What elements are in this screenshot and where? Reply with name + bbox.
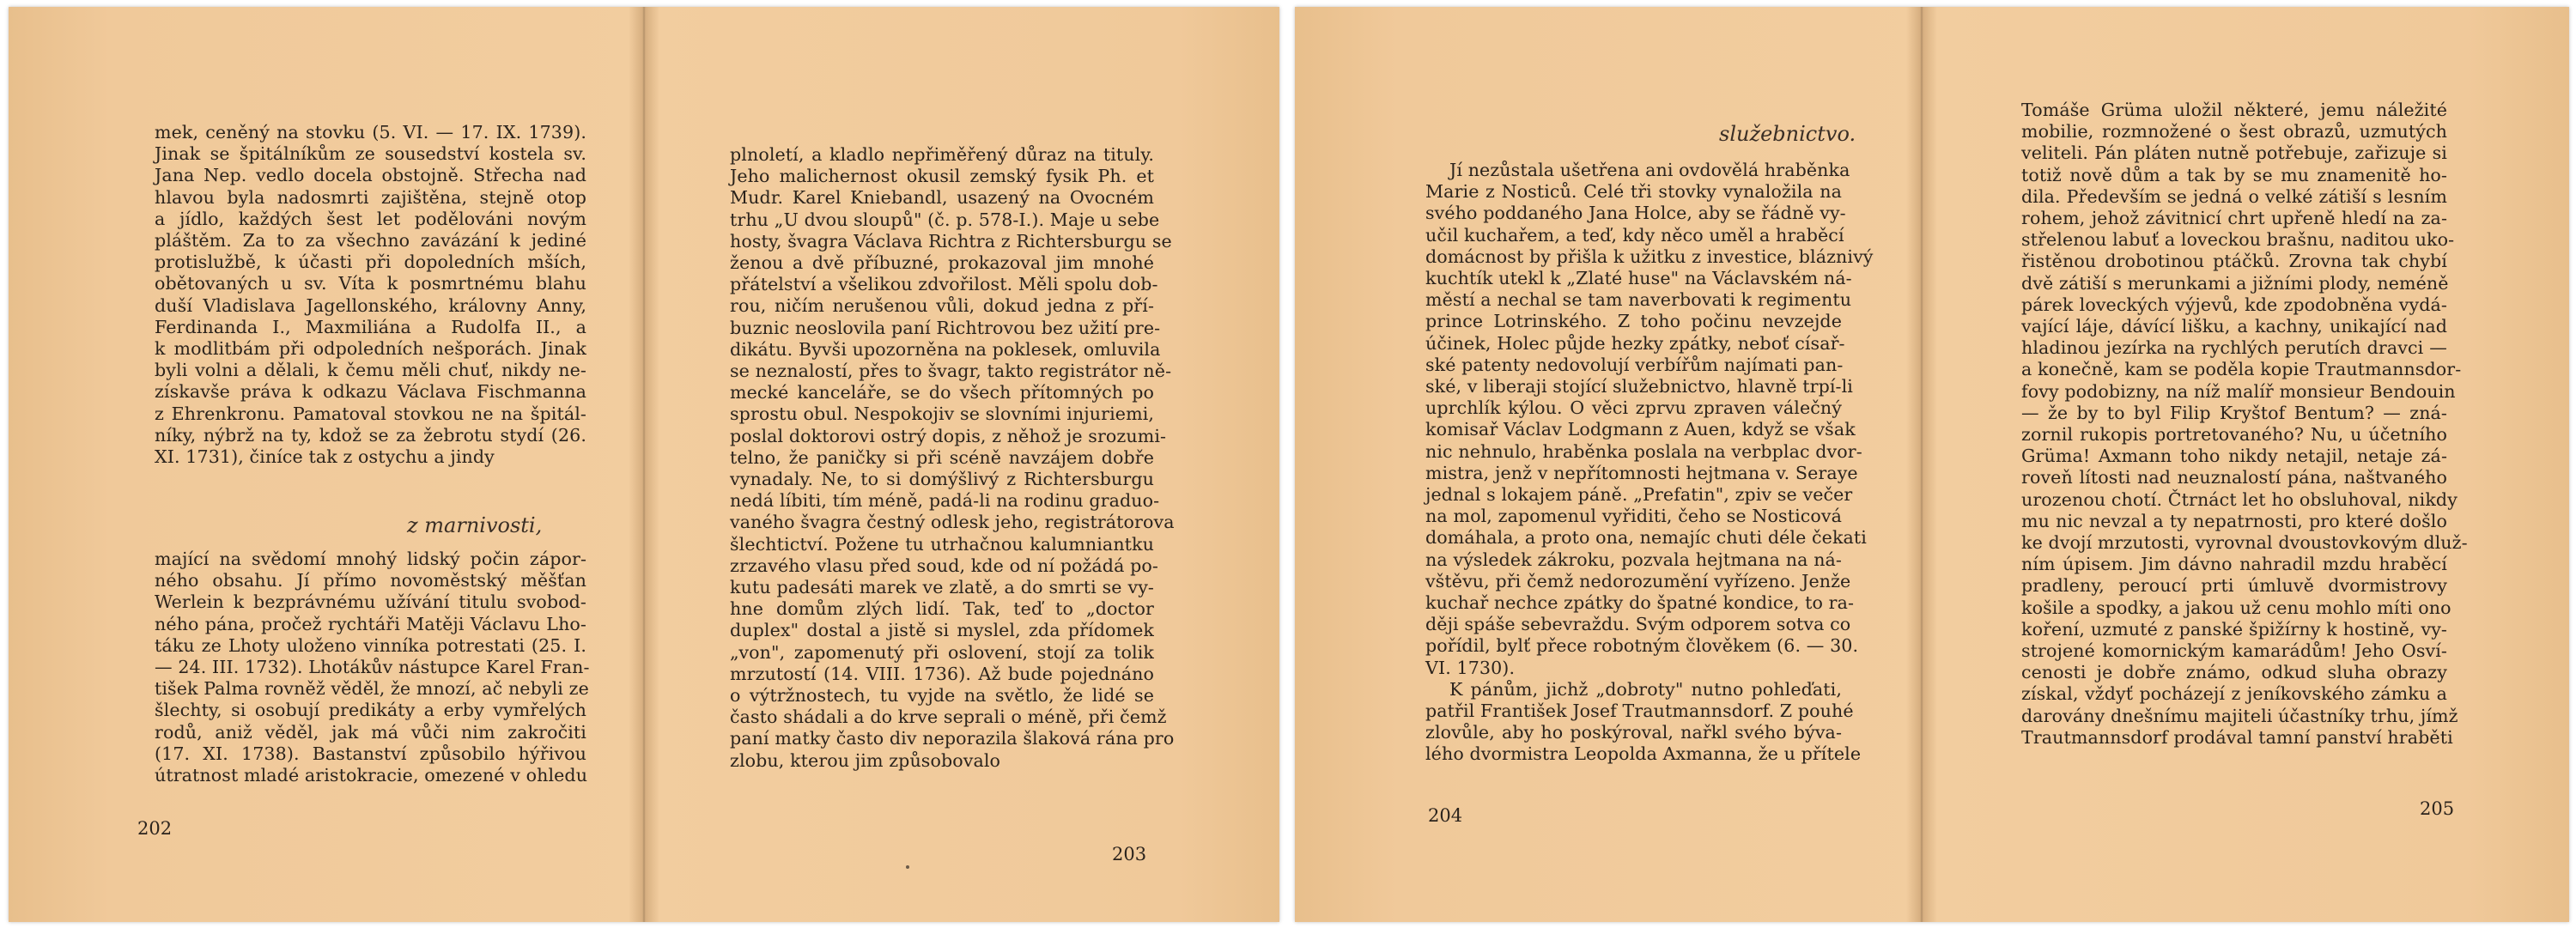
- text-line: plnoletí, a kladlo nepřiměřený důraz na tituly.: [730, 144, 1154, 165]
- text-line: urozenou chotí. Čtrnáct let ho obsluhoval, nikdy: [2021, 488, 2458, 510]
- text-line: — že by to byl Filip Kryštof Bentum? — zná-: [2021, 402, 2447, 423]
- text-line: Mudr. Karel Kniebandl, usazený na Ovocném: [730, 187, 1154, 209]
- text-line: pradleny, peroucí prti úmluvě dvormistrovy: [2021, 575, 2447, 597]
- text-line: pláštěm. Za to za všechno zavázání k jediné: [155, 230, 586, 252]
- text-line: dikátu. Byvši upozorněna na poklesek, omluvila: [730, 338, 1161, 360]
- text-line: fovy podobizny, na níž malíř monsieur Bendouin: [2021, 380, 2456, 402]
- text-line: kutu padesáti marek ve zlatě, a do smrti se vy-: [730, 577, 1154, 598]
- text-line: řistěnou drobotinou ptáčků. Zrovna tak chybí: [2021, 251, 2447, 272]
- text-line: pořídil, bylť přece robotným člověkem (6. — 30.: [1425, 635, 1859, 657]
- text-line: ské, v liberaji stojící služebnictvo, hlavně trpí-li: [1425, 376, 1853, 397]
- text-line: hladinou jezírka na rychlých perutích dravci —: [2021, 337, 2447, 359]
- page-205: [1922, 7, 2569, 922]
- text-line: o výtržnostech, tu vyjde na světlo, že lidé se: [730, 685, 1154, 707]
- text-line: Jí nezůstala ušetřena ani ovdovělá hraběnka: [1449, 160, 1850, 180]
- page-number: 202: [137, 818, 173, 839]
- text-line: veliteli. Pán pláten nutně potřebuje, zařizuje si: [2021, 143, 2447, 164]
- text-line: mu nic nevzal a ty nepatrnosti, pro které došlo: [2021, 510, 2447, 531]
- text-line: útratnost mladé aristokracie, omezené v ohledu: [155, 765, 588, 786]
- page-202-text-bottom: [155, 549, 590, 786]
- text-line: párek loveckých výjevů, kde zpodobněna vydá-: [2021, 294, 2447, 315]
- book-spread-right: [1295, 7, 2569, 922]
- text-line: hne domům zlých lidí. Tak, teď to „doctor: [730, 598, 1154, 620]
- text-line: zornil rukopis portretovaného? Nu, u účetního: [2021, 424, 2447, 446]
- page-number: 203: [1112, 844, 1147, 864]
- text-line: se neznalostí, přes to švagr, takto registrátor ně-: [730, 361, 1172, 382]
- page-number: 205: [2420, 798, 2455, 819]
- section-heading-marnivosti: z marnivosti,: [407, 513, 543, 537]
- text-line: ději spáše sebevraždu. Svým odporem sotva co: [1425, 614, 1851, 635]
- text-line: hlavou byla nadosmrti zajištěna, stejně otop: [155, 186, 586, 208]
- text-line: šlechtictví. Požene tu utrhačnou kalumniantku: [730, 533, 1154, 555]
- text-line: Jana Nep. vedlo docela obstojně. Střecha nad: [155, 165, 586, 186]
- text-line: obětovaných u sv. Víta k posmrtnému blahu: [155, 273, 586, 294]
- text-line: ného obsahu. Jí přímo novoměstský měšťan: [155, 570, 586, 591]
- page-203-text: [730, 144, 1175, 772]
- text-line: ného pána, pročež rychtáři Matěji Václavu Lho-: [155, 613, 586, 634]
- text-line: byli volni a dělali, k čemu měli chuť, nikdy ne-: [155, 360, 586, 381]
- text-line: lého dvormistra Leopolda Axmanna, že u přítele: [1425, 743, 1862, 765]
- text-line: uprchlík kýlou. O věci zprvu zpraven válečný: [1425, 397, 1842, 419]
- text-line: duplex" dostal a jistě si myslel, zda přídomek: [730, 620, 1154, 641]
- page-204-text: [1425, 160, 1874, 766]
- text-line: jednal s lokajem páně. „Prefatin", zpiv se večer: [1425, 484, 1853, 506]
- text-line: vštěvu, při čemž nedorozumění vyřízeno. Jenže: [1425, 570, 1851, 591]
- text-line: Trautmannsdorf prodával tamní panství hraběti: [2021, 726, 2453, 748]
- text-line: totiž nově dům a tak by se mu znamenitě ho-: [2021, 164, 2447, 185]
- text-line: XI. 1731), činíce tak z ostychu a jindy: [155, 446, 495, 468]
- text-line: vynadaly. Ne, to si domýšlivý z Richtersburgu: [730, 469, 1154, 490]
- text-line: VI. 1730).: [1425, 657, 1516, 678]
- text-line: nic nehnulo, hraběnka poslala na verbplac dvor-: [1425, 440, 1862, 462]
- section-heading-sluzebnictvo: služebnictvo.: [1719, 122, 1856, 146]
- text-line: Jinak se špitálníkům ze sousedství kostela sv.: [155, 143, 586, 165]
- text-line: hosty, švagra Václava Richtra z Richtersburgu se: [730, 230, 1172, 252]
- page-204: [1295, 7, 1922, 922]
- text-line: tišek Palma rovněž věděl, že mnozí, ač nebyli ze: [155, 678, 589, 700]
- text-line: rou, ničím nerušenou vůli, dokud jedna z pří-: [730, 295, 1154, 317]
- text-line: domácnost by přišla k užitku z investice, bláznivý: [1425, 246, 1874, 267]
- text-line: a konečně, kam se poděla kopie Trautmannsdor-: [2021, 359, 2462, 380]
- text-line: — 24. III. 1732). Lhotákův nástupce Karel Fran-: [155, 657, 590, 678]
- text-line: kuchtík utekl k „Zlaté huse" na Václavském ná-: [1425, 268, 1852, 289]
- text-line: ské patenty nedovolují verbířům najímati pan-: [1425, 354, 1844, 375]
- page-202: [9, 7, 644, 922]
- text-line: na výsledek zákroku, pozvala hejtmana na ná-: [1425, 549, 1842, 570]
- book-spread-left: [9, 7, 1279, 922]
- text-line: cenosti je dobře známo, odkud sluha obrazy: [2021, 662, 2447, 683]
- text-line: darovány dnešnímu majiteli účastníky trhu, jímž: [2021, 705, 2458, 726]
- text-line: ženou a dvě příbuzné, prokazoval jim mnohé: [730, 252, 1154, 274]
- text-line: nedá líbiti, tím méně, padá-li na rodinu graduo-: [730, 490, 1160, 512]
- text-line: dvě zátiší s merunkami a jižními plody, neméně: [2021, 272, 2449, 294]
- text-line: k modlitbám při odpoledních nešporách. Jinak: [155, 338, 586, 360]
- text-line: učil kuchařem, a teď, kdy něco uměl a hraběcí: [1425, 224, 1844, 246]
- text-line: duší Vladislava Jagellonského, královny Anny,: [155, 294, 586, 316]
- text-line: vající láje, dávící lišku, a kachny, unikající nad: [2021, 316, 2447, 337]
- text-line: mrzutostí (14. VIII. 1736). Až bude pojednáno: [730, 663, 1154, 684]
- text-line: přátelství a všelikou zdvořilost. Měli spolu dob-: [730, 274, 1158, 295]
- text-line: košile a spodky, a jakou už cenu mohlo míti ono: [2021, 597, 2451, 618]
- text-line: strojené komornickým kamarádům! Jeho Osví-: [2021, 640, 2447, 662]
- text-line: roveň lítosti nad neuznalostí pána, naštvaného: [2021, 467, 2447, 488]
- text-line: poslal doktorovi ostrý dopis, z něhož je srozumi-: [730, 425, 1167, 446]
- text-line: mistra, jenž v nepřítomnosti hejtmana v. Seraye: [1425, 462, 1858, 483]
- text-line: protislužbě, k účasti při dopoledních mších,: [155, 252, 586, 273]
- text-line: mající na svědomí mnohý lidský počin zápor-: [155, 549, 586, 569]
- page-number: 204: [1428, 805, 1463, 826]
- text-line: kuchař nechce zpátky do špatné kondice, to ra-: [1425, 592, 1855, 614]
- text-line: níky, nýbrž na ty, kdož se za žebrotu stydí (26.: [155, 424, 586, 446]
- text-line: (17. XI. 1738). Bastanství způsobilo hýřivou: [155, 743, 586, 764]
- paper-speck: [906, 865, 909, 869]
- text-line: „von", zapomenutý při oslovení, stojí za tolik: [730, 641, 1154, 663]
- text-line: rohem, jehož závitnicí chrt upřeně hledí na za-: [2021, 208, 2447, 229]
- page-203: [644, 7, 1279, 922]
- text-line: Werlein k bezprávnému užívání titulu svobod-: [155, 591, 586, 613]
- text-line: patřil František Josef Trautmannsdorf. Z pouhé: [1425, 701, 1854, 722]
- text-line: zlovůle, aby ho poskýroval, nařkl svého býva-: [1425, 722, 1842, 743]
- text-line: Marie z Nosticů. Celé tři stovky vynaložila na: [1425, 181, 1842, 203]
- text-line: K pánům, jichž „dobroty" nutno pohleďati,: [1449, 678, 1842, 700]
- text-line: vaného švagra čestný odlesk jeho, registrátorova: [730, 512, 1175, 533]
- text-line: mek, ceněný na stovku (5. VI. — 17. IX. 1739).: [155, 122, 586, 143]
- text-line: táku ze Lhoty uloženo vinníka potrestati (25. I.: [155, 634, 586, 656]
- text-line: z Ehrenkronu. Pamatoval stovkou ne na špitál-: [155, 403, 586, 424]
- text-line: mobilie, rozmnožené o šest obrazů, uzmutých: [2021, 121, 2447, 143]
- text-line: komisař Václav Lodgmann z Auen, když se však: [1425, 419, 1856, 440]
- text-line: Grüma! Axmann toho nikdy netajil, netaje zá-: [2021, 446, 2447, 467]
- text-line: a jídlo, každých šest let podělováni novým: [155, 208, 586, 229]
- page-205-text: [2021, 100, 2468, 749]
- text-line: účinek, Holec půjde hezky zpátky, neboť císař-: [1425, 332, 1845, 354]
- text-line: zrzavého vlasu před soud, kde od ní požádá po-: [730, 555, 1158, 576]
- text-line: získal, vždyť pocházejí z jeníkovského zámku a: [2021, 683, 2447, 705]
- text-line: telno, že paničky si při scéně navzájem dobře: [730, 446, 1154, 468]
- text-line: šlechty, si osobují predikáty a erby vymřelých: [155, 700, 586, 721]
- text-line: koření, uzmuté z panské špižírny k hostině, vy-: [2021, 618, 2447, 640]
- text-line: ke dvojí mrzutosti, vyrovnal dvoustovkovým dluž-: [2021, 532, 2468, 554]
- text-line: střelenou labuť a loveckou brašnu, naditou uko-: [2021, 229, 2455, 251]
- text-line: domáhala, a proto ona, nemajíc chuti déle čekati: [1425, 527, 1867, 549]
- text-line: buznic neoslovila paní Richtrovou bez užití pre-: [730, 317, 1161, 338]
- text-line: zlobu, kterou jim způsobovalo: [730, 749, 1001, 771]
- text-line: prince Lotrinského. Z toho počinu nevzejde: [1425, 311, 1842, 332]
- text-line: ním úpisem. Jim dávno nahradil mzdu hraběcí: [2021, 554, 2447, 575]
- text-line: dila. Především se jedná o velké zátiší s lesním: [2021, 185, 2447, 207]
- page-202-text-top: [155, 122, 586, 468]
- text-line: sprostu obul. Nespokojiv se slovními injuriemi,: [730, 403, 1155, 425]
- text-line: Tomáše Grüma uložil některé, jemu náležité: [2021, 100, 2447, 120]
- text-line: svého poddaného Jana Holce, aby se řádně vy-: [1425, 203, 1846, 224]
- text-line: Jeho malichernost okusil zemský fysik Ph. et: [730, 166, 1154, 187]
- text-line: městí a nechal se tam naverbovati k regimentu: [1425, 289, 1852, 311]
- text-line: rodů, aniž věděl, jak má vůči nim zakročiti: [155, 721, 586, 743]
- text-line: mecké kanceláře, se do všech přítomných po: [730, 382, 1154, 403]
- text-line: trhu „U dvou sloupů" (č. p. 578-I.). Maje u sebe: [730, 209, 1160, 230]
- text-line: Ferdinanda I., Maxmiliána a Rudolfa II., a: [155, 316, 586, 337]
- text-line: paní matky často div neporazila šlaková rána pro: [730, 728, 1175, 749]
- text-line: získavše práva k odkazu Václava Fischmanna: [155, 381, 586, 403]
- text-line: často shádali a do krve seprali o méně, při čemž: [730, 707, 1167, 728]
- text-line: na mol, zapomenul vyřiditi, čeho se Nosticová: [1425, 506, 1842, 527]
